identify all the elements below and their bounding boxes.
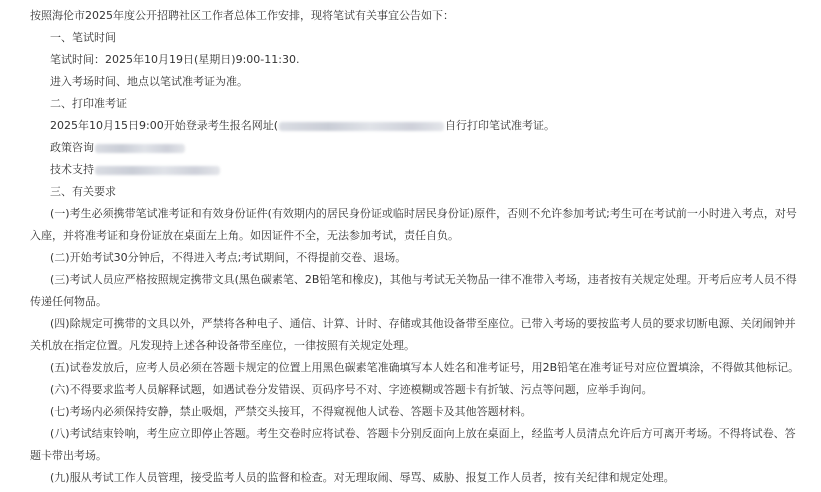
intro-paragraph: 按照海伦市2025年度公开招聘社区工作者总体工作安排，现将笔试有关事宜公告如下： <box>30 9 454 22</box>
requirement-4-line-1: (四)除规定可携带的文具以外，严禁将各种电子、通信、计算、计时、存储或其他设备带至座位。已带入考场的要按监考人员的要求切断电源、关闭闹钟并 <box>50 317 796 330</box>
redacted-url <box>279 122 444 131</box>
print-suffix: 自行打印笔试准考证。 <box>444 119 555 132</box>
requirement-4-line-2: 关机放在指定位置。凡发现持上述各种设备带至座位，一律按照有关规定处理。 <box>30 339 415 352</box>
policy-consultation <box>50 141 186 155</box>
technical-support <box>50 163 221 177</box>
requirement-2: (二)开始考试30分钟后，不得进入考点;考试期间，不得提前交卷、退场。 <box>50 251 407 264</box>
section2-heading: 二、打印准考证 <box>50 97 127 110</box>
tech-label: 技术支持 <box>50 163 94 176</box>
requirement-8-line-1: (八)考试结束铃响，考生应立即停止答题。考生交卷时应将试卷、答题卡分别反面向上放在桌面上，经监考人员清点允许后方可离开考场。不得将试卷、答 <box>50 427 796 440</box>
requirement-3-line-2: 传递任何物品。 <box>30 295 107 308</box>
requirement-5: (五)试卷发放后，应考人员必须在答题卡规定的位置上用黑色碳素笔准确填写本人姓名和准考证号，用2B铅笔在准考证号对应位置填涂，不得做其他标记。 <box>50 361 800 374</box>
requirement-3-line-1: (三)考试人员应严格按照规定携带文具(黑色碳素笔、2B铅笔和橡皮)，其他与考试无关物品一律不准带入考场，违者按有关规定处理。开考后应考人员不得 <box>50 273 797 286</box>
requirement-1-line-2: 入座，并将准考证和身份证放在桌面左上角。如因证件不全，无法参加考试，责任自负。 <box>30 229 459 242</box>
exam-time: 笔试时间：2025年10月19日(星期日)9:00-11:30. <box>50 53 300 66</box>
section3-heading: 三、有关要求 <box>50 185 116 198</box>
redacted-phone <box>95 166 220 175</box>
exam-location-note: 进入考场时间、地点以笔试准考证为准。 <box>50 75 248 88</box>
policy-label: 政策咨询 <box>50 141 94 154</box>
redacted-phone <box>95 144 185 153</box>
requirement-1-line-1: (一)考生必须携带笔试准考证和有效身份证件(有效期内的居民身份证或临时居民身份证)原件，否则不允许参加考试;考生可在考试前一小时进入考点，对号 <box>50 207 797 220</box>
requirement-7: (七)考场内必须保持安静，禁止吸烟，严禁交头接耳，不得窥视他人试卷、答题卡及其他答题材料。 <box>50 405 532 418</box>
print-prefix: 2025年10月15日9:00开始登录考生报名网址( <box>50 119 278 132</box>
requirement-8-line-2: 题卡带出考场。 <box>30 449 107 462</box>
print-admission-ticket <box>50 119 555 133</box>
requirement-6: (六)不得要求监考人员解释试题，如遇试卷分发错误、页码序号不对、字迹模糊或答题卡有折皱、污点等问题，应举手询问。 <box>50 383 653 396</box>
section1-heading: 一、笔试时间 <box>50 31 116 44</box>
requirement-9: (九)服从考试工作人员管理，接受监考人员的监督和检查。对无理取闹、辱骂、威胁、报复工作人员者，按有关纪律和规定处理。 <box>50 471 675 484</box>
